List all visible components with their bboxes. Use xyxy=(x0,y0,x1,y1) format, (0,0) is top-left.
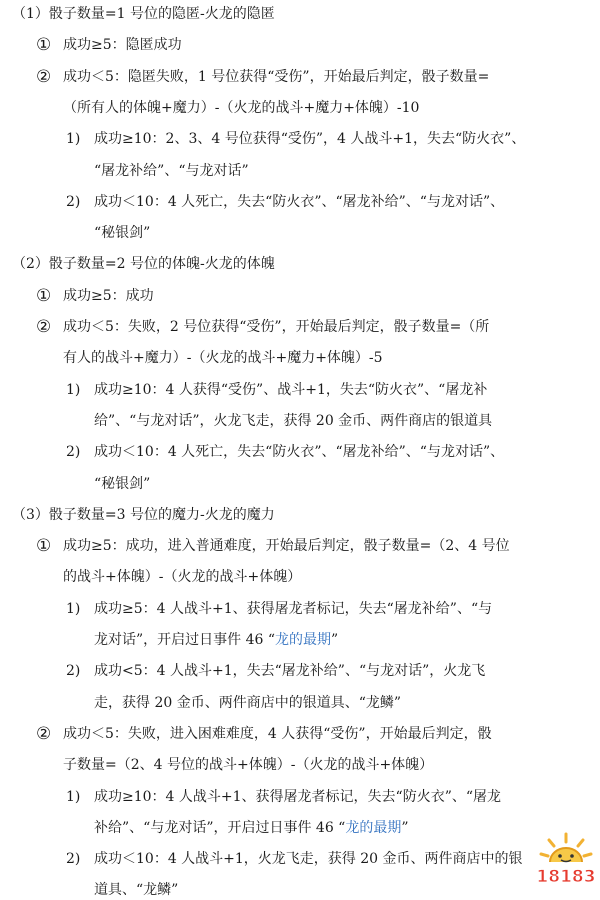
sub-item-first-line xyxy=(66,599,492,619)
section-heading xyxy=(12,254,275,274)
sub-item-first-line xyxy=(66,661,485,681)
line-text: （所有人的体魄+魔力）-（火龙的战斗+魔力+体魄）-10 xyxy=(63,99,420,116)
sub-item-continuation xyxy=(94,693,401,713)
list-number-marker: 2) xyxy=(66,663,81,680)
line-text: 成功＜10：4 人死亡，失去“防火衣”、“屠龙补给”、“与龙对话”、 xyxy=(94,444,505,461)
sub-item-continuation xyxy=(94,411,492,431)
section-heading xyxy=(12,505,275,525)
list-number-marker: 2) xyxy=(66,444,81,461)
line-text: 走，获得 20 金币、两件商店中的银道具、“龙鳞” xyxy=(94,694,402,711)
line-text: “秘银剑” xyxy=(94,225,151,242)
sub-item-first-line xyxy=(66,380,487,400)
line-text: 给”、“与龙对话”，火龙飞走，获得 20 金币、两件商店的银道具 xyxy=(94,412,493,429)
line-text: 成功≥5：隐匿成功 xyxy=(63,37,182,54)
line-text: 成功＜10：4 人死亡，失去“防火衣”、“屠龙补给”、“与龙对话”、 xyxy=(94,193,505,210)
watermark-text: 18183 xyxy=(536,867,596,887)
list-number-marker: 2) xyxy=(66,851,81,868)
list-number-marker: 1) xyxy=(66,131,81,148)
list-item-continuation xyxy=(63,348,383,368)
list-item-first-line xyxy=(36,67,489,87)
line-text: “屠龙补给”、“与龙对话” xyxy=(94,162,249,179)
list-number-marker: 1) xyxy=(66,600,81,617)
line-text: 成功≥10：4 人获得“受伤”、战斗+1，失去“防火衣”、“屠龙补 xyxy=(94,381,488,398)
list-number-marker: 1) xyxy=(66,381,81,398)
list-item-first-line xyxy=(36,35,182,55)
circled-number-marker: ① xyxy=(36,35,52,56)
sub-item-continuation xyxy=(94,161,249,181)
line-text: 补给”、“与龙对话”，开启过日事件 46 “ xyxy=(94,819,346,836)
sub-item-continuation xyxy=(94,818,409,838)
line-text: （2）骰子数量=2 号位的体魄-火龙的体魄 xyxy=(12,256,275,273)
circled-number-marker: ② xyxy=(36,66,52,87)
sub-item-first-line xyxy=(66,442,504,462)
list-number-marker: 1) xyxy=(66,788,81,805)
list-item-first-line xyxy=(36,317,489,337)
circled-number-marker: ② xyxy=(36,317,52,337)
link-tail-text: ” xyxy=(331,632,339,648)
list-item-continuation xyxy=(63,755,433,775)
list-item-first-line xyxy=(36,536,510,556)
line-text: 成功＜5：失败，2 号位获得“受伤”，开始最后判定，骰子数量=（所 xyxy=(63,319,490,335)
sub-item-first-line xyxy=(66,129,525,149)
line-text: 有人的战斗+魔力）-（火龙的战斗+魔力+体魄）-5 xyxy=(63,350,383,367)
line-text: 成功＜5：失败，进入困难难度，4 人获得“受伤”，开始最后判定，骰 xyxy=(63,725,492,742)
circled-number-marker: ① xyxy=(36,536,52,557)
line-text: 成功＜10：4 人战斗+1，火龙飞走，获得 20 金币、两件商店中的银 xyxy=(94,851,523,868)
sub-item-continuation xyxy=(94,223,150,243)
event-link[interactable]: 龙的最期 xyxy=(345,819,402,836)
line-text: 子数量=（2、4 号位的战斗+体魄）-（火龙的战斗+体魄） xyxy=(63,757,434,774)
circled-number-marker: ① xyxy=(36,285,52,306)
line-text: 成功＜5：隐匿失败，1 号位获得“受伤”，开始最后判定，骰子数量= xyxy=(63,68,490,85)
sub-item-first-line xyxy=(66,192,504,212)
line-text: 成功≥10：2、3、4 号位获得“受伤”，4 人战斗+1，失去“防火衣”、 xyxy=(94,131,526,148)
list-item-continuation xyxy=(63,98,419,118)
line-text: 道具、“龙鳞” xyxy=(94,882,179,899)
sub-item-first-line xyxy=(66,787,501,807)
circled-number-marker: ② xyxy=(36,723,52,744)
line-text: 成功≥5：成功 xyxy=(63,287,154,304)
section-heading xyxy=(12,4,275,24)
line-text: 成功<5：4 人战斗+1，失去“屠龙补给”、“与龙对话”，火龙飞 xyxy=(94,663,486,680)
list-item-first-line xyxy=(36,724,492,744)
site-logo-watermark xyxy=(535,830,597,888)
sub-item-first-line xyxy=(66,849,523,869)
event-link[interactable]: 龙的最期 xyxy=(275,632,332,648)
sub-item-continuation xyxy=(94,630,338,650)
sun-logo-icon xyxy=(535,830,597,888)
line-text: 的战斗+体魄）-（火龙的战斗+体魄） xyxy=(63,569,302,586)
list-item-continuation xyxy=(63,567,301,587)
sub-item-continuation xyxy=(94,474,150,494)
line-text: 成功≥5：成功，进入普通难度，开始最后判定，骰子数量=（2、4 号位 xyxy=(63,538,510,555)
line-text: 龙对话”，开启过日事件 46 “ xyxy=(94,632,276,648)
link-tail-text: ” xyxy=(401,819,409,836)
line-text: 成功≥5：4 人战斗+1、获得屠龙者标记，失去“屠龙补给”、“与 xyxy=(94,600,493,617)
line-text: “秘银剑” xyxy=(94,475,151,492)
list-item-first-line xyxy=(36,286,154,306)
line-text: （3）骰子数量=3 号位的魔力-火龙的魔力 xyxy=(12,506,275,523)
line-text: 成功≥10：4 人战斗+1、获得屠龙者标记，失去“防火衣”、“屠龙 xyxy=(94,788,502,805)
sub-item-continuation xyxy=(94,880,178,900)
list-number-marker: 2) xyxy=(66,193,81,210)
line-text: （1）骰子数量=1 号位的隐匿-火龙的隐匿 xyxy=(12,6,275,22)
